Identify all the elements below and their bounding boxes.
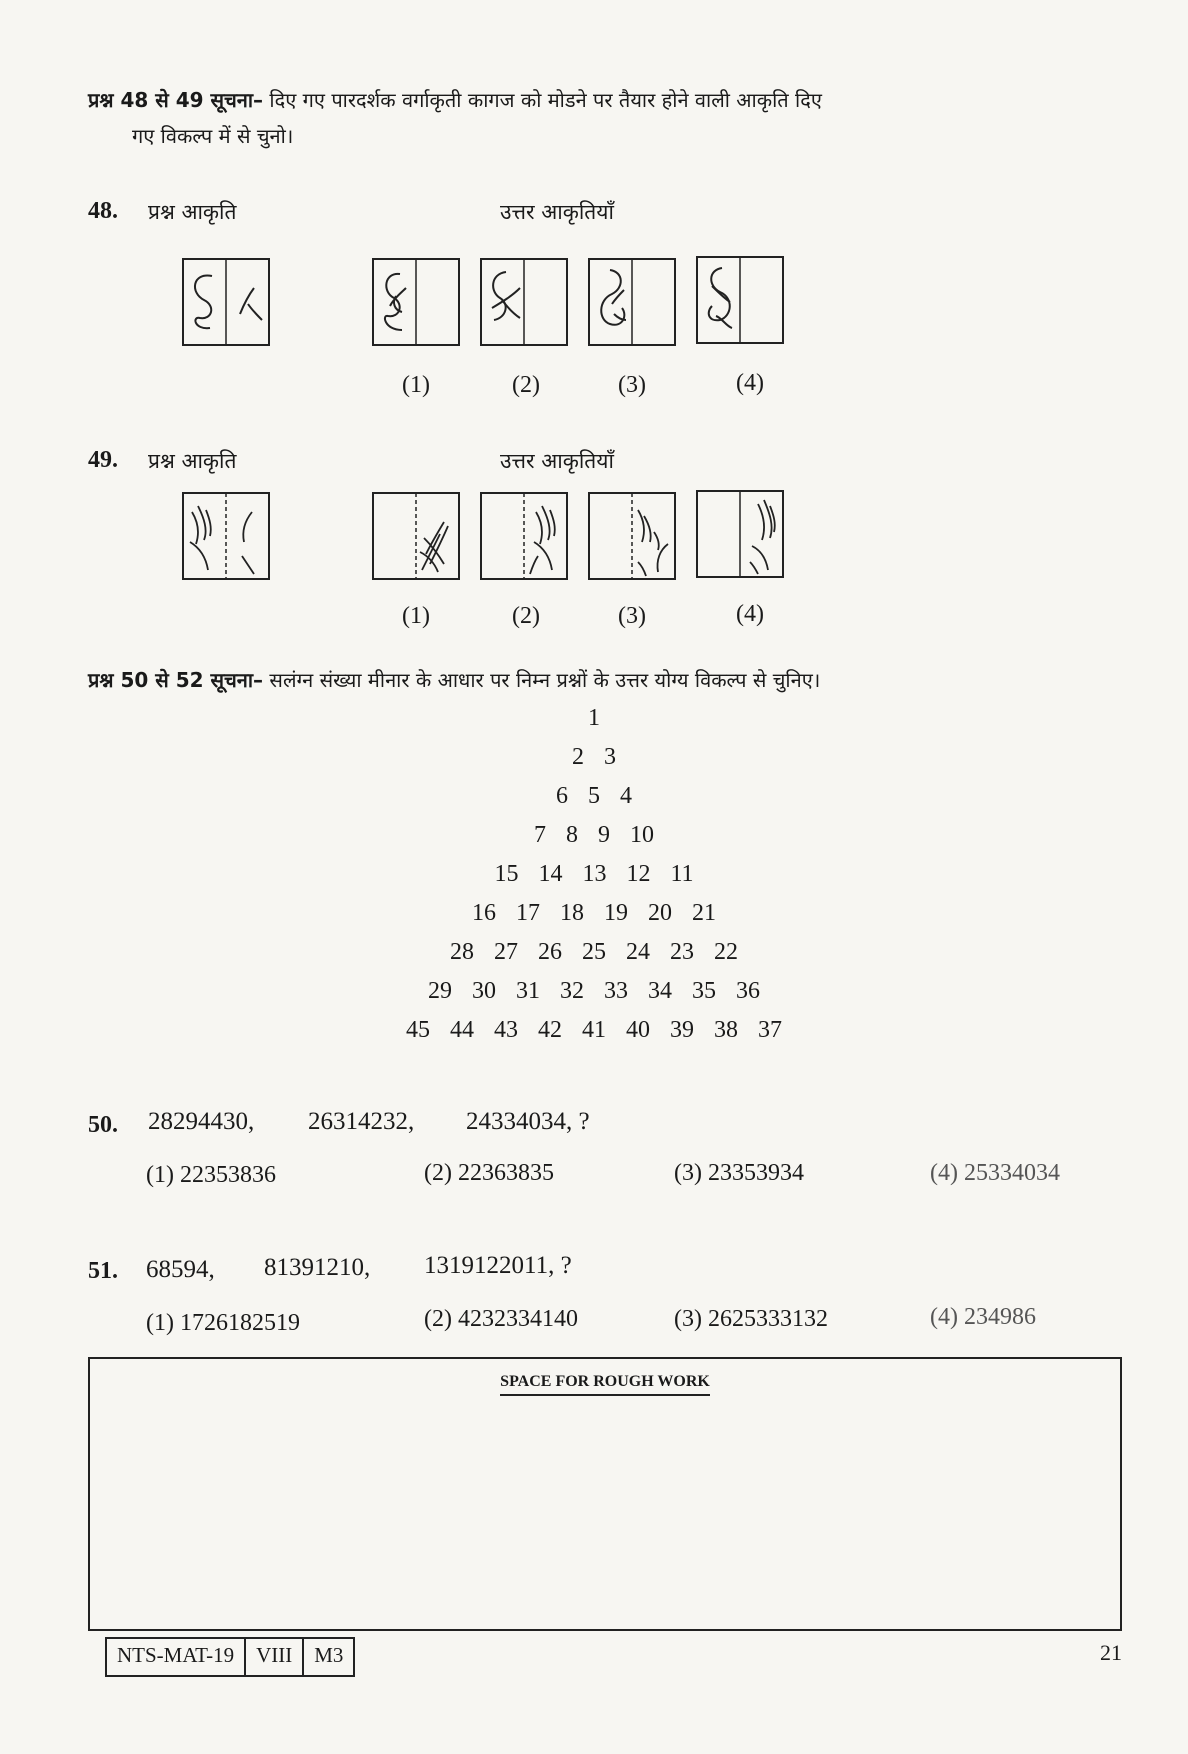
answer-figure-49-3[interactable] (588, 492, 678, 582)
option-51-2[interactable]: (2) 4232334140 (424, 1306, 578, 1332)
set-code: M3 (314, 1643, 344, 1667)
instruction-50-52 (88, 662, 1128, 698)
answer-figure-48-4[interactable] (696, 256, 786, 346)
instruction-label: प्रश्न 48 से 49 सूचना– (88, 88, 264, 112)
option-label-49-1: (1) (402, 603, 430, 629)
sequence-term: 24334034, ? (466, 1108, 590, 1135)
question-figure-label: प्रश्न आकृति (148, 449, 237, 473)
tower-row: 7 8 9 10 (534, 822, 654, 848)
paper-code: NTS-MAT-19 (107, 1639, 246, 1675)
answer-figure-49-4[interactable] (696, 490, 786, 580)
tower-row: 45 44 43 42 41 40 39 38 37 (406, 1017, 782, 1043)
answer-figure-48-1[interactable] (372, 258, 462, 348)
tower-row: 15 14 13 12 11 (494, 861, 694, 887)
option-label-48-2: (2) (512, 372, 540, 398)
option-label-48-4: (4) (736, 370, 764, 396)
answer-figures-label: उत्तर आकृतियाँ (500, 449, 614, 473)
question-number-50: 50. (88, 1112, 118, 1138)
answer-figure-49-1[interactable] (372, 492, 462, 582)
option-label-48-3: (3) (618, 372, 646, 398)
answer-figure-48-2[interactable] (480, 258, 570, 348)
answer-figures-label: उत्तर आकृतियाँ (500, 200, 614, 224)
question-number-49: 49. (88, 447, 118, 473)
rough-work-box[interactable] (88, 1357, 1122, 1631)
sequence-term: 28294430, (148, 1108, 255, 1135)
option-50-2[interactable]: (2) 22363835 (424, 1160, 554, 1186)
option-50-3[interactable]: (3) 23353934 (674, 1160, 804, 1186)
sequence-term: 68594, (146, 1256, 215, 1283)
tower-row: 29 30 31 32 33 34 35 36 (428, 978, 760, 1004)
option-label-48-1: (1) (402, 372, 430, 398)
sequence-term: 26314232, (308, 1108, 415, 1135)
tower-row: 6 5 4 (556, 783, 632, 809)
question-number-51: 51. (88, 1258, 118, 1284)
instruction-text: सलंग्न संख्या मीनार के आधार पर निम्न प्रश्नों के उत्तर योग्य विकल्प से चुनिए। (269, 668, 821, 692)
instruction-text-line2: गए विकल्प में से चुनो। (132, 124, 294, 148)
tower-row: 2 3 (572, 744, 616, 770)
option-50-1[interactable]: (1) 22353836 (146, 1162, 276, 1188)
instruction-48-49 (88, 82, 1128, 118)
answer-figure-49-2[interactable] (480, 492, 570, 582)
option-50-4[interactable]: (4) 25334034 (930, 1160, 1060, 1186)
question-number-48: 48. (88, 198, 118, 224)
option-51-4[interactable]: (4) 234986 (930, 1304, 1036, 1330)
option-label-49-2: (2) (512, 603, 540, 629)
tower-row: 16 17 18 19 20 21 (472, 900, 716, 926)
answer-figure-48-3[interactable] (588, 258, 678, 348)
option-51-3[interactable]: (3) 2625333132 (674, 1306, 828, 1332)
paper-code-box (105, 1637, 355, 1677)
tower-row: 28 27 26 25 24 23 22 (450, 939, 738, 965)
class-code: VIII (246, 1639, 304, 1675)
sequence-term: 1319122011, ? (424, 1252, 572, 1279)
instruction-label: प्रश्न 50 से 52 सूचना– (88, 668, 264, 692)
page-number: 21 (1100, 1640, 1122, 1665)
sequence-term: 81391210, (264, 1254, 371, 1281)
option-label-49-4: (4) (736, 601, 764, 627)
rough-work-title: SPACE FOR ROUGH WORK (500, 1373, 710, 1396)
instruction-text: दिए गए पारदर्शक वर्गाकृती कागज को मोडने पर तैयार होने वाली आकृति दिए (269, 88, 822, 112)
question-figure-49 (182, 492, 272, 582)
tower-row: 1 (588, 705, 600, 731)
question-figure-label: प्रश्न आकृति (148, 200, 237, 224)
option-label-49-3: (3) (618, 603, 646, 629)
question-figure-48 (182, 258, 272, 348)
option-51-1[interactable]: (1) 1726182519 (146, 1310, 300, 1336)
